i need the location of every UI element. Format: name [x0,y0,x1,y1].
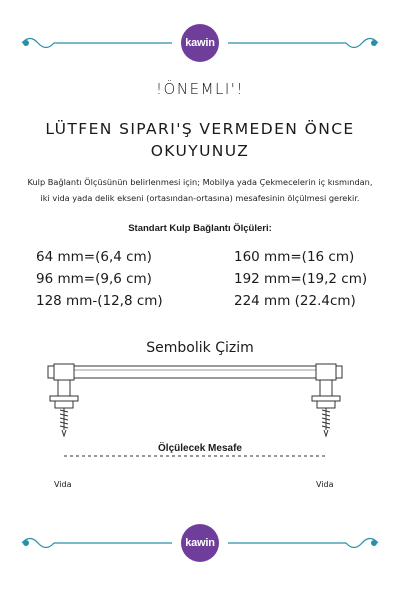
size-item: 160 mm=(16 cm) [234,249,355,265]
measure-distance-label: Ölçülecek Mesafe [158,443,242,454]
sizes-left-column [36,246,163,312]
logo-text: kawin [185,37,215,49]
notice-title: !ÖNEMLI'! [156,80,244,98]
kawin-logo-bottom [181,524,219,562]
size-item: 192 mm=(19,2 cm) [234,271,368,287]
size-item: 224 mm (22.4cm) [234,293,356,309]
description-line: Kulp Bağlantı Ölçüsünün belirlenmesi için; Mobilya yada Çekmecelerin iç kısmından, [27,177,373,187]
drawing-title: Sembolik Çizim [146,340,254,356]
size-item: 128 mm-(12,8 cm) [36,293,163,309]
description-line: iki vida yada delik ekseni (ortasından-ortasına) mesafesinin ölçülmesi gerekir. [40,193,360,203]
size-item: 64 mm=(6,4 cm) [36,249,152,265]
description [4,174,396,206]
sizes-right-column [234,246,367,312]
size-item: 96 mm=(9,6 cm) [36,271,152,287]
logo-text: kawin [185,537,215,549]
screw-label-left: Vida [54,480,72,489]
screw-label-right: Vida [316,480,334,489]
page-heading: LÜTFEN SIPARI'Ş VERMEDEN ÖNCE OKUYUNUZ [45,120,355,160]
standard-sizes-title: Standart Kulp Bağlantı Ölçüleri: [128,223,272,234]
kawin-logo-top [181,24,219,62]
